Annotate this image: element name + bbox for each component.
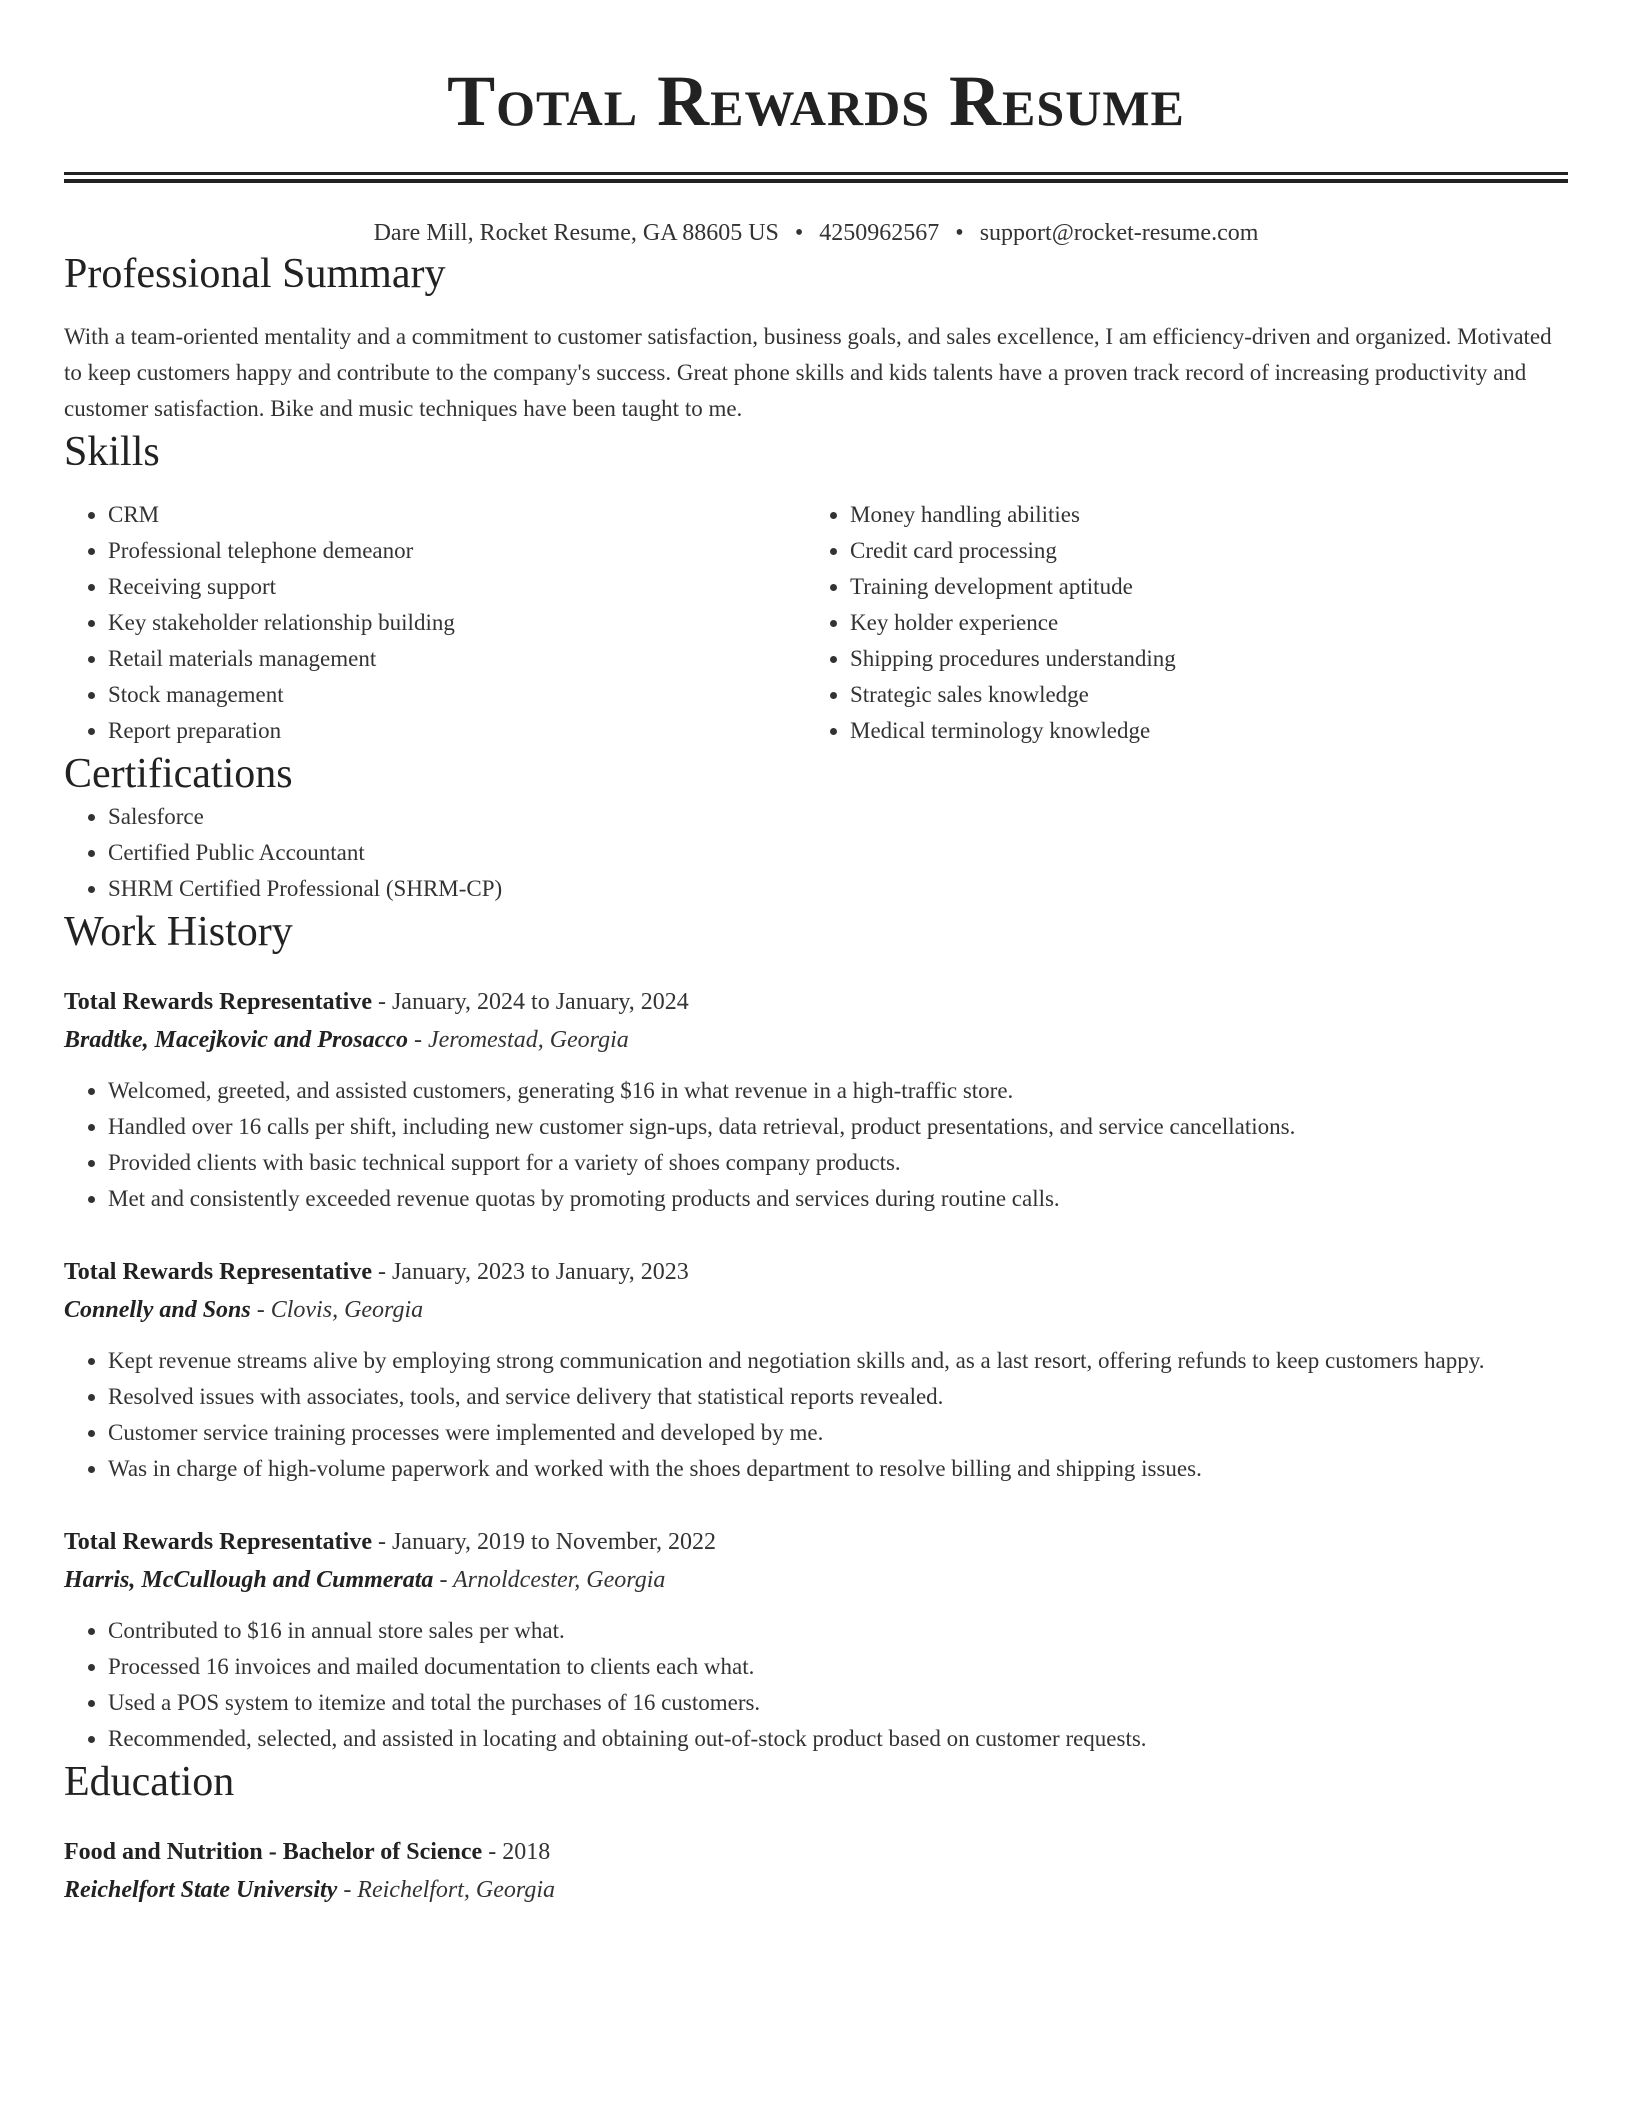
skill-item: • Training development aptitude <box>850 569 1548 605</box>
skill-item: • Strategic sales knowledge <box>850 677 1548 713</box>
job-entry <box>64 1253 1568 1487</box>
job-bullet: • Used a POS system to itemize and total the purchases of 16 customers. <box>108 1685 1568 1721</box>
resume-title: Total Rewards Resume <box>447 61 1185 141</box>
skill-item: • Receiving support <box>108 569 806 605</box>
job-bullet: • Handled over 16 calls per shift, including new customer sign-ups, data retrieval, product presentations, and service cancellations. <box>108 1109 1568 1145</box>
company-location: - Jeromestad, Georgia <box>407 1027 629 1053</box>
work-history-heading: Work History <box>64 909 293 955</box>
skill-item: • Key holder experience <box>850 605 1548 641</box>
skills-grid <box>64 497 1568 749</box>
job-bullets <box>64 1073 1568 1217</box>
skills-list-right <box>806 497 1548 749</box>
certifications-list <box>64 799 1568 907</box>
skill-item: • Shipping procedures understanding <box>850 641 1548 677</box>
skill-item: • Stock management <box>108 677 806 713</box>
job-bullet: • Customer service training processes were implemented and developed by me. <box>108 1415 1568 1451</box>
skill-item: • Professional telephone demeanor <box>108 533 806 569</box>
school-line <box>64 1871 1568 1909</box>
company-line <box>64 1561 1568 1599</box>
skills-column-left <box>64 497 806 749</box>
skill-item: • Credit card processing <box>850 533 1548 569</box>
job-bullets <box>64 1343 1568 1487</box>
contact-email: support@rocket-resume.com <box>979 220 1259 246</box>
job-bullet: • Recommended, selected, and assisted in locating and obtaining out-of-stock product based on customer requests. <box>108 1721 1568 1757</box>
skill-item: • Retail materials management <box>108 641 806 677</box>
education-entry <box>64 1833 1568 1909</box>
job-bullet: • Welcomed, greeted, and assisted customers, generating $16 in what revenue in a high-traffic store. <box>108 1073 1568 1109</box>
company-line <box>64 1291 1568 1329</box>
skill-item: • Key stakeholder relationship building <box>108 605 806 641</box>
contact-separator: • <box>794 220 804 246</box>
skills-list-left <box>64 497 806 749</box>
job-bullet: • Met and consistently exceeded revenue quotas by promoting products and services during routine calls. <box>108 1181 1568 1217</box>
job-bullet: • Was in charge of high-volume paperwork and worked with the shoes department to resolve billing and shipping issues. <box>108 1451 1568 1487</box>
company-location: - Arnoldcester, Georgia <box>433 1567 666 1593</box>
contact-phone: 4250962567 <box>819 220 940 246</box>
job-bullet: • Provided clients with basic technical support for a variety of shoes company products. <box>108 1145 1568 1181</box>
degree-name: Food and Nutrition - Bachelor of Science <box>64 1839 483 1865</box>
job-title-line <box>64 983 1568 1021</box>
job-title: Total Rewards Representative <box>64 1259 372 1285</box>
job-bullet: • Kept revenue streams alive by employing strong communication and negotiation skills and, as a last resort, offering refunds to keep customers happy. <box>108 1343 1568 1379</box>
school-location: - Reichelfort, Georgia <box>337 1877 556 1903</box>
skill-item: • Money handling abilities <box>850 497 1548 533</box>
skill-item: • CRM <box>108 497 806 533</box>
contact-address: Dare Mill, Rocket Resume, GA 88605 US <box>373 220 779 246</box>
job-dates: - January, 2019 to November, 2022 <box>371 1529 717 1555</box>
education-heading: Education <box>64 1759 235 1805</box>
company-name: Bradtke, Macejkovic and Prosacco <box>64 1027 408 1053</box>
job-bullet: • Resolved issues with associates, tools, and service delivery that statistical reports revealed. <box>108 1379 1568 1415</box>
summary-text: With a team-oriented mentality and a commitment to customer satisfaction, business goals, and sales excellence, I am efficiency-driven and organized. Motivated to keep customers happy and contribute to the company's success. Great phone skills and kids talents have a proven track record of increasing productivity and customer satisfaction. Bike and music techniques have been taught to me. <box>64 324 1552 421</box>
school-name: Reichelfort State University <box>64 1877 338 1903</box>
graduation-year: - 2018 <box>482 1839 551 1865</box>
company-name: Harris, McCullough and Cummerata <box>64 1567 434 1593</box>
job-title-line <box>64 1523 1568 1561</box>
certification-item: • Salesforce <box>108 799 1568 835</box>
certification-item: • SHRM Certified Professional (SHRM-CP) <box>108 871 1568 907</box>
job-title: Total Rewards Representative <box>64 1529 372 1555</box>
job-title-line <box>64 1253 1568 1291</box>
contact-line <box>64 217 1568 249</box>
job-dates: - January, 2024 to January, 2024 <box>371 989 689 1015</box>
company-name: Connelly and Sons <box>64 1297 251 1323</box>
skill-item: • Medical terminology knowledge <box>850 713 1548 749</box>
title-divider <box>64 172 1568 183</box>
summary-heading: Professional Summary <box>64 251 446 297</box>
company-line <box>64 1021 1568 1059</box>
company-location: - Clovis, Georgia <box>250 1297 424 1323</box>
job-entry <box>64 983 1568 1217</box>
skills-heading: Skills <box>64 429 160 475</box>
skill-item: • Report preparation <box>108 713 806 749</box>
certifications-heading: Certifications <box>64 751 293 797</box>
job-dates: - January, 2023 to January, 2023 <box>371 1259 689 1285</box>
job-entry <box>64 1523 1568 1757</box>
job-title: Total Rewards Representative <box>64 989 372 1015</box>
skills-column-right <box>806 497 1548 749</box>
job-bullet: • Processed 16 invoices and mailed documentation to clients each what. <box>108 1649 1568 1685</box>
job-bullet: • Contributed to $16 in annual store sales per what. <box>108 1613 1568 1649</box>
job-bullets <box>64 1613 1568 1757</box>
certification-item: • Certified Public Accountant <box>108 835 1568 871</box>
contact-separator: • <box>955 220 964 246</box>
degree-line <box>64 1833 1568 1871</box>
